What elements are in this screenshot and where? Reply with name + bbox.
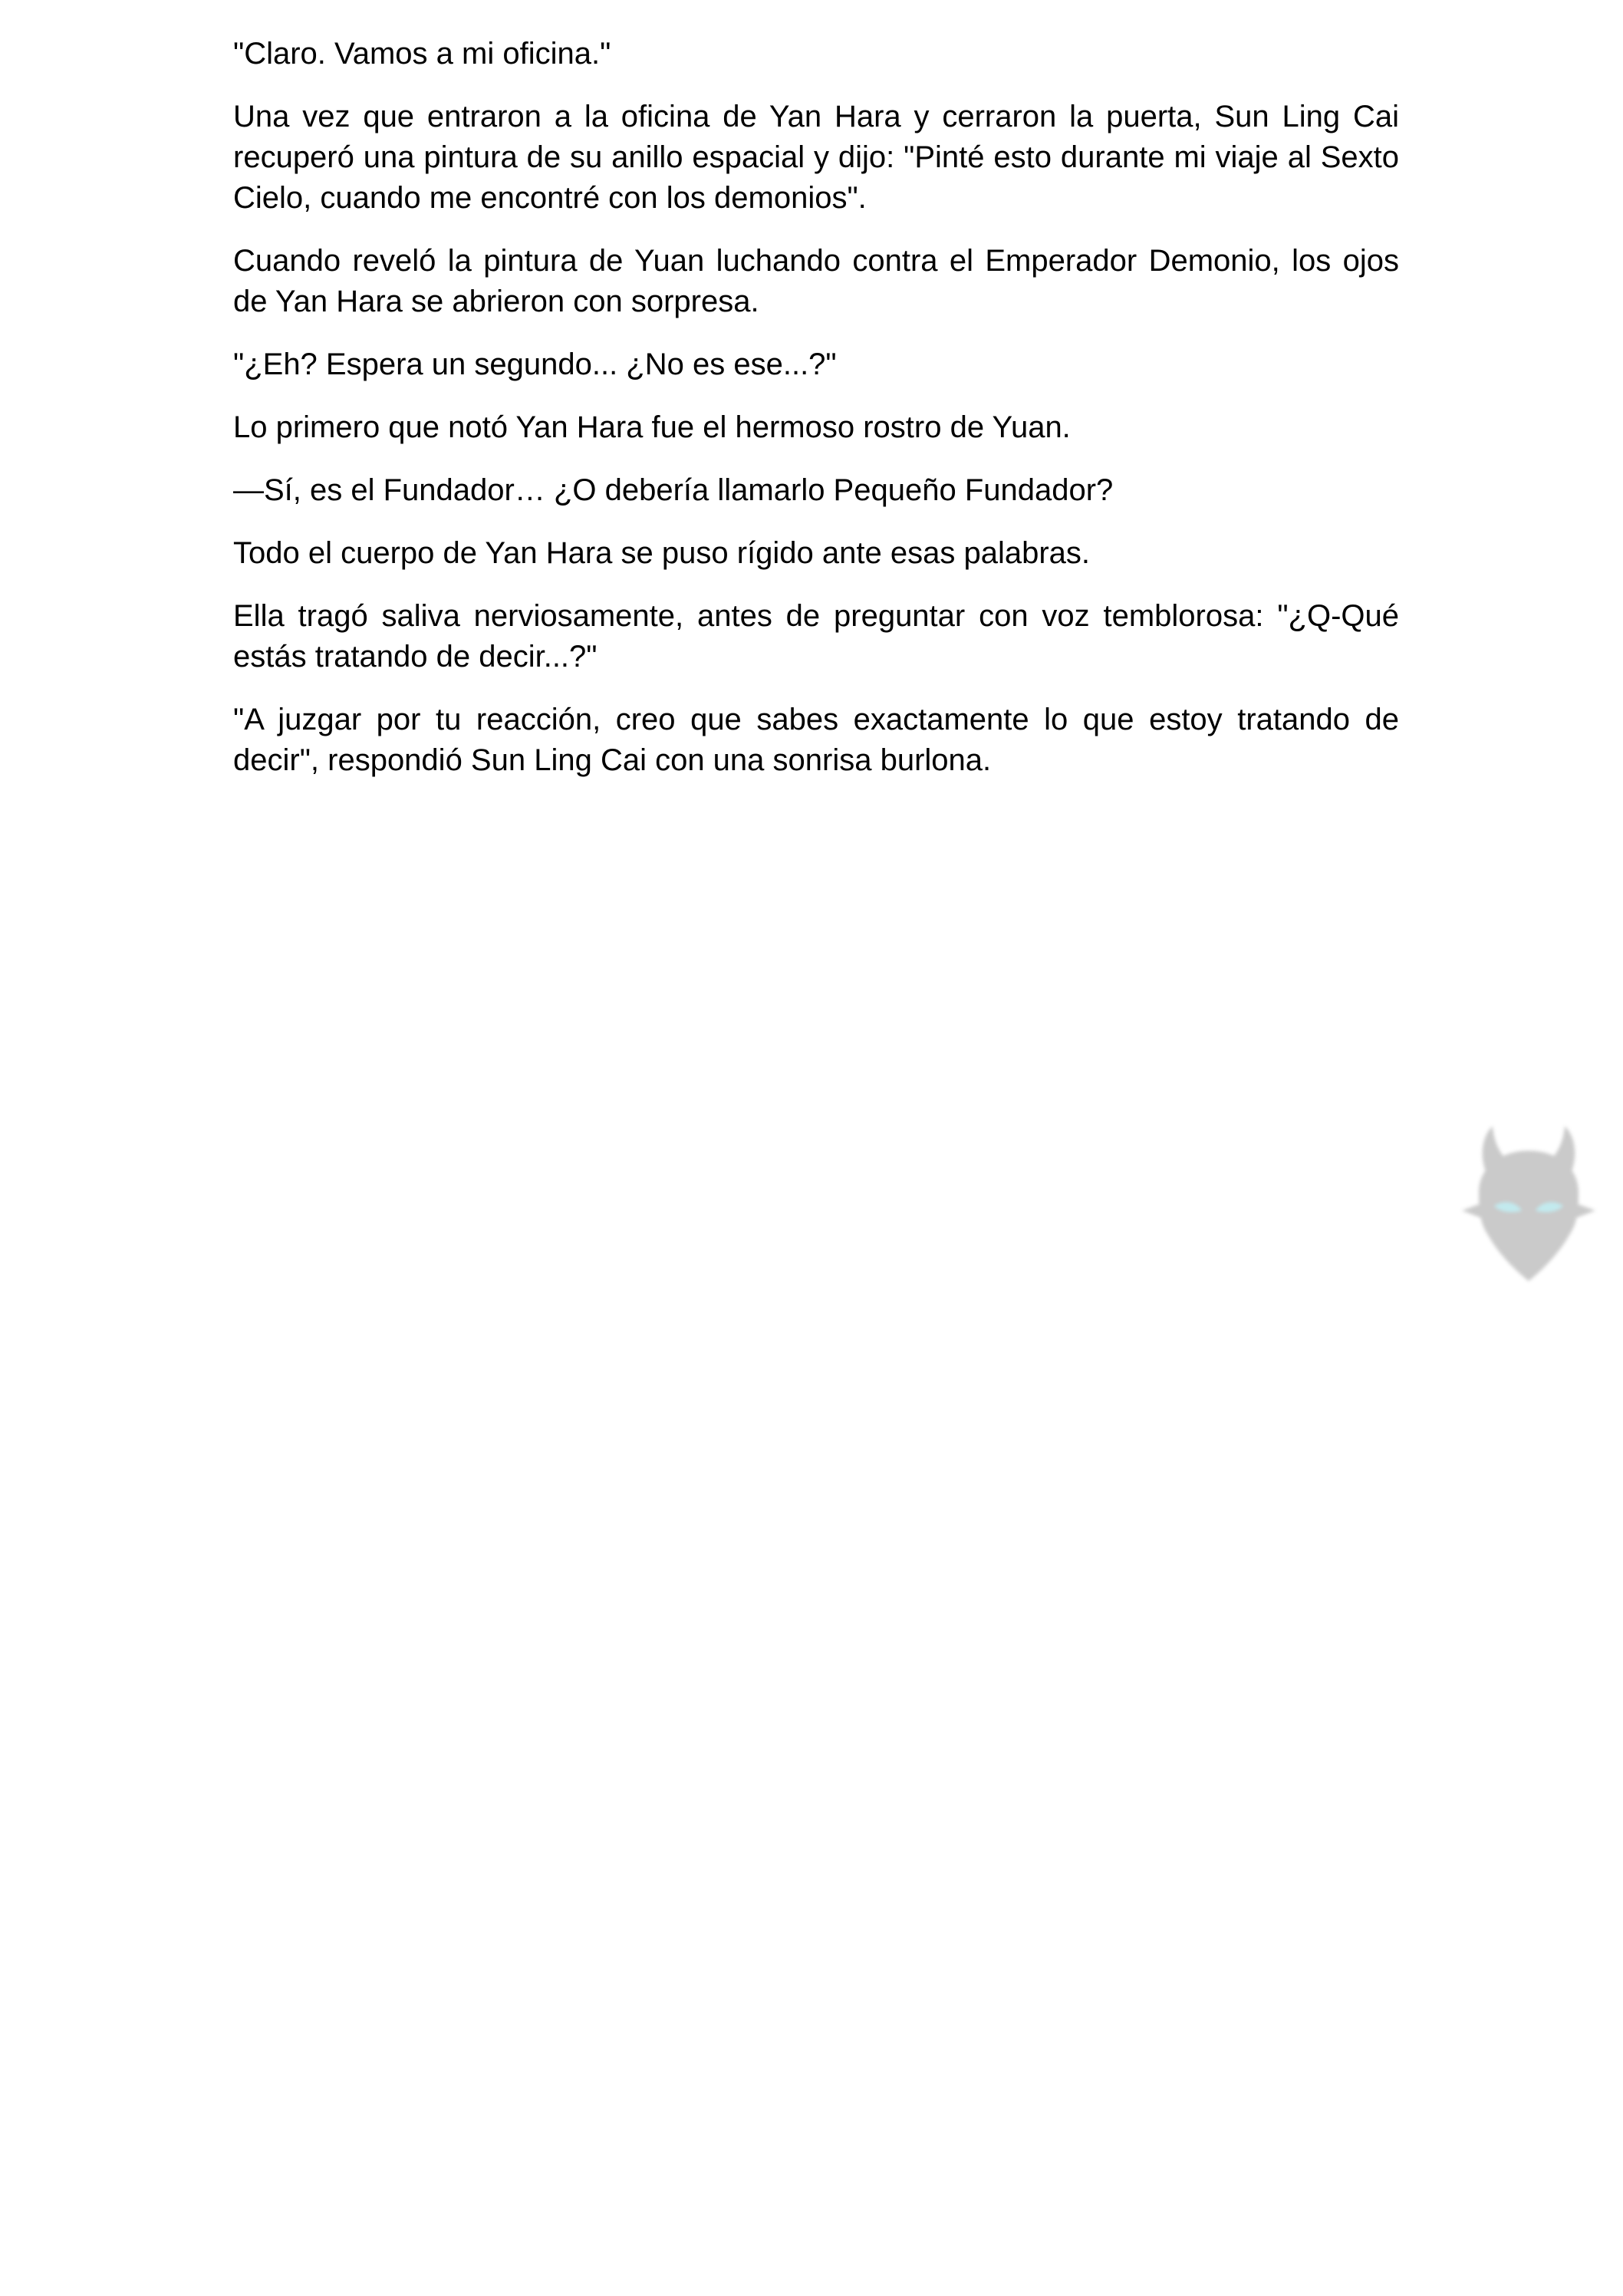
paragraph: Una vez que entraron a la oficina de Yan Hara y cerraron la puerta, Sun Ling Cai recuperó una pintura de su anillo espacial y dijo: "Pinté esto durante mi viaje al Sexto Cielo, cuando me encontré con los demonios".: [233, 100, 1399, 215]
paragraph: Lo primero que notó Yan Hara fue el hermoso rostro de Yuan.: [233, 410, 1071, 444]
paragraph: "Claro. Vamos a mi oficina.": [233, 37, 611, 71]
paragraph: Ella tragó saliva nerviosamente, antes de preguntar con voz temblorosa: "¿Q-Qué estás tratando de decir...?": [233, 599, 1399, 674]
paragraph: —Sí, es el Fundador… ¿O debería llamarlo Pequeño Fundador?: [233, 473, 1114, 507]
demon-head-icon: [1456, 1120, 1602, 1296]
paragraph: "¿Eh? Espera un segundo... ¿No es ese...?": [233, 348, 837, 381]
paragraph: "A juzgar por tu reacción, creo que sabes exactamente lo que estoy tratando de decir", respondió Sun Ling Cai con una sonrisa burlona.: [233, 703, 1399, 777]
paragraph: Todo el cuerpo de Yan Hara se puso rígido ante esas palabras.: [233, 536, 1091, 570]
text-column: [233, 34, 1399, 803]
paragraph: Cuando reveló la pintura de Yuan luchando contra el Emperador Demonio, los ojos de Yan Hara se abrieron con sorpresa.: [233, 244, 1399, 318]
